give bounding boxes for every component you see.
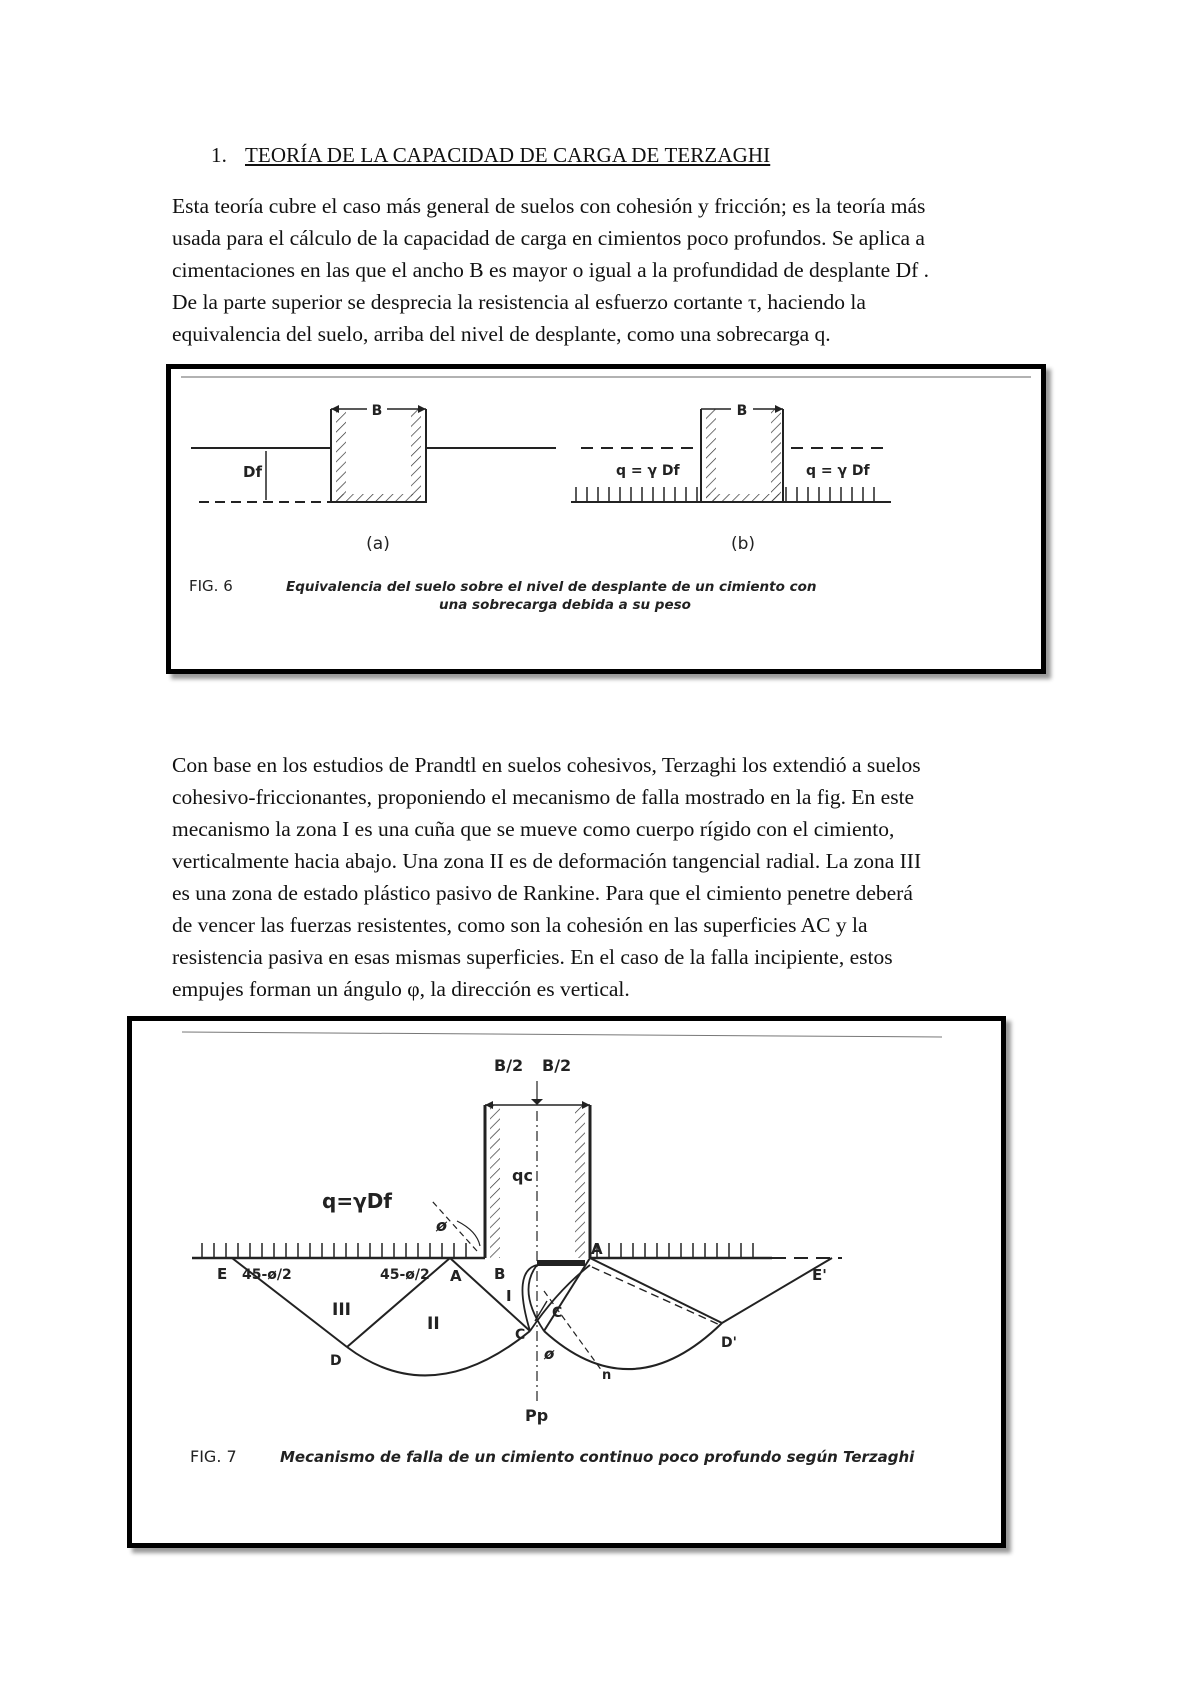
paragraph-line: equivalencia del suelo, arriba del nivel de desplante, como una sobrecarga q. bbox=[172, 322, 831, 346]
hatch-base bbox=[706, 494, 781, 502]
radial-boundary bbox=[590, 1258, 722, 1323]
paragraph-line: Esta teoría cubre el caso más general de suelos con cohesión y fricción; es la teoría más bbox=[172, 194, 926, 218]
label-d: D bbox=[330, 1353, 342, 1369]
figure-7 bbox=[127, 1016, 1006, 1548]
label-n: n bbox=[602, 1368, 612, 1383]
hatch-base bbox=[336, 494, 421, 502]
label-q-right: q = γ Df bbox=[806, 463, 870, 479]
section-number: 1. bbox=[211, 143, 227, 167]
label-zone-ii: II bbox=[427, 1314, 440, 1334]
label-a: (a) bbox=[366, 534, 390, 554]
diagram-b bbox=[571, 403, 891, 554]
paragraph-line: de vencer las fuerzas resistentes, como son la cohesión en las superficies AC y la bbox=[172, 913, 868, 937]
paragraph-line: es una zona de estado plástico pasivo de Rankine. Para que el cimiento penetre deberá bbox=[172, 881, 913, 905]
figure-6-drawing bbox=[171, 369, 1041, 669]
label-b: B bbox=[494, 1265, 506, 1283]
label-phi-bottom: ø bbox=[544, 1345, 555, 1363]
figure-6-number: FIG. 6 bbox=[189, 577, 233, 595]
figure-6 bbox=[166, 364, 1046, 674]
figure-6-caption-line1: Equivalencia del suelo sobre el nivel de desplante de un cimiento con bbox=[286, 579, 817, 595]
paragraph-line: Con base en los estudios de Prandtl en suelos cohesivos, Terzaghi los extendió a suelos bbox=[172, 753, 921, 777]
surcharge-arrows bbox=[576, 487, 697, 502]
paragraph-line: mecanismo la zona I es una cuña que se mueve como cuerpo rígido con el cimiento, bbox=[172, 817, 895, 841]
label-surcharge: q=γDf bbox=[322, 1189, 392, 1213]
paragraph-line: usada para el cálculo de la capacidad de carga en cimientos poco profundos. Se aplica a bbox=[172, 226, 925, 250]
hatch-wall bbox=[575, 1105, 585, 1258]
figure-7-number: FIG. 7 bbox=[190, 1447, 237, 1466]
label-phi-top: ø bbox=[436, 1216, 447, 1235]
label-b2-right: B/2 bbox=[542, 1056, 572, 1075]
hatch-wall bbox=[336, 409, 346, 502]
label-c-left: C bbox=[515, 1327, 526, 1343]
hatch-wall bbox=[706, 409, 716, 502]
figure-6-caption-line2: una sobrecarga debida a su peso bbox=[439, 597, 691, 613]
dashed-boundary bbox=[592, 1267, 720, 1325]
paragraph-intro bbox=[172, 190, 1052, 350]
label-qc: qc bbox=[512, 1166, 533, 1185]
surcharge-arrows bbox=[202, 1243, 753, 1258]
paragraph-line: empujes forman un ángulo φ, la dirección es vertical. bbox=[172, 977, 630, 1001]
log-spiral-left bbox=[347, 1331, 530, 1375]
paragraph-line: cimentaciones en las que el ancho B es mayor o igual a la profundidad de desplante Df . bbox=[172, 258, 930, 282]
label-b: B bbox=[736, 403, 748, 419]
surcharge-arrows bbox=[786, 487, 874, 502]
label-e: E bbox=[217, 1265, 228, 1283]
section-title: TEORÍA DE LA CAPACIDAD DE CARGA DE TERZAGHI bbox=[245, 143, 771, 167]
figure-7-caption: Mecanismo de falla de un cimiento continuo poco profundo según Terzaghi bbox=[280, 1448, 915, 1466]
paragraph-line: resistencia pasiva en esas mismas superficies. En el caso de la falla incipiente, estos bbox=[172, 945, 893, 969]
paragraph-line: cohesivo-friccionantes, proponiendo el mecanismo de falla mostrado en la fig. En este bbox=[172, 785, 915, 809]
label-a-right: A bbox=[591, 1240, 603, 1258]
label-pp: Pp bbox=[525, 1406, 549, 1425]
label-zone-iii: III bbox=[332, 1300, 351, 1320]
label-df: Df bbox=[243, 463, 262, 481]
label-a-left: A bbox=[450, 1267, 462, 1285]
label-45-left: 45-ø/2 bbox=[242, 1267, 292, 1283]
paragraph-mechanism bbox=[172, 749, 1052, 1005]
arrow-head bbox=[418, 405, 426, 413]
figure-7-drawing bbox=[132, 1021, 1001, 1543]
label-b: B bbox=[371, 403, 383, 419]
section-heading bbox=[211, 143, 770, 168]
label-45-mid: 45-ø/2 bbox=[380, 1267, 430, 1283]
hatch-wall bbox=[771, 409, 781, 502]
log-spiral-right bbox=[544, 1323, 722, 1369]
label-q-left: q = γ Df bbox=[616, 463, 680, 479]
label-b2-left: B/2 bbox=[494, 1056, 524, 1075]
paragraph-line: De la parte superior se desprecia la resistencia al esfuerzo cortante τ, haciendo la bbox=[172, 290, 866, 314]
wedge-edge bbox=[450, 1258, 530, 1331]
label-d-prime: D' bbox=[721, 1335, 737, 1351]
label-zone-i: I bbox=[506, 1287, 512, 1305]
paragraph-line: verticalmente hacia abajo. Una zona II es de deformación tangencial radial. La zona III bbox=[172, 849, 922, 873]
arrow-head bbox=[331, 405, 339, 413]
label-e-prime: E' bbox=[812, 1266, 827, 1284]
hatch-wall bbox=[490, 1105, 500, 1258]
label-c-right: C bbox=[552, 1305, 563, 1321]
wedge-edge bbox=[544, 1258, 590, 1331]
label-b-caption: (b) bbox=[730, 534, 756, 554]
wedge-curve bbox=[530, 1265, 590, 1331]
hatch-wall bbox=[411, 409, 421, 502]
scan-line bbox=[182, 1032, 942, 1037]
diagram-a bbox=[191, 403, 556, 554]
